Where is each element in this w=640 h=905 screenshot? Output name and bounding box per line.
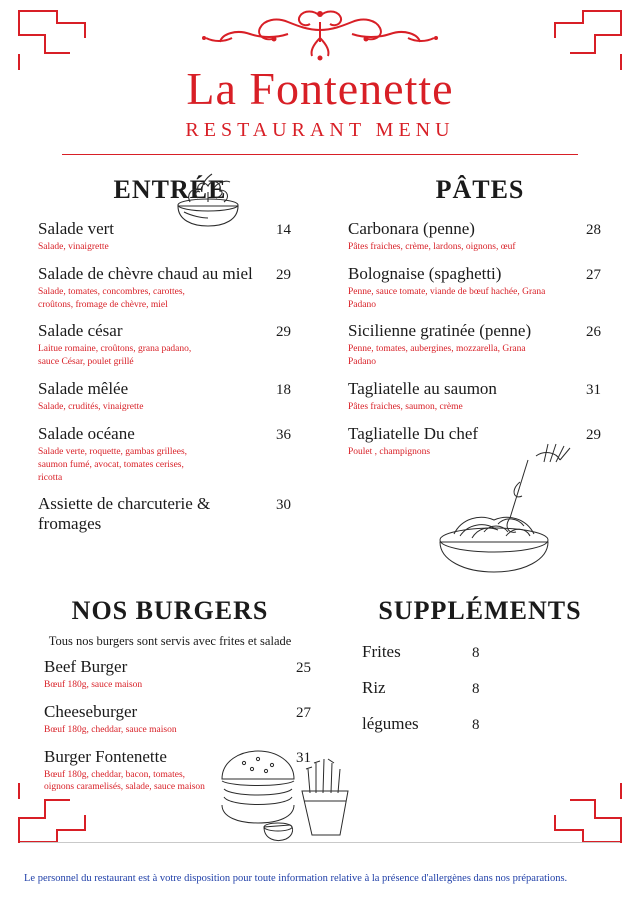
list-item bbox=[30, 424, 310, 484]
item-description: Salade verte, roquette, gambas grillees, saumon fumé, avocat, tomates cerises, ricotta bbox=[38, 446, 188, 483]
footer-divider bbox=[20, 842, 620, 843]
item-name: Salade césar bbox=[38, 321, 123, 341]
item-name: Carbonara (penne) bbox=[348, 219, 475, 238]
item-name: Beef Burger bbox=[44, 657, 128, 676]
item-name: Riz bbox=[362, 678, 386, 697]
item-description: Bœuf 180g, cheddar, sauce maison bbox=[44, 724, 177, 735]
list-item bbox=[30, 379, 310, 414]
list-item bbox=[36, 657, 330, 692]
item-description: Bœuf 180g, cheddar, bacon, tomates, oignons caramelisés, salade, sauce maison bbox=[44, 769, 205, 793]
item-name: Frites bbox=[362, 642, 401, 661]
item-name: Cheeseburger bbox=[44, 701, 138, 721]
item-name: Tagliatelle au saumon bbox=[348, 379, 497, 399]
entree-item-list bbox=[30, 219, 310, 533]
item-price: 29 bbox=[276, 324, 291, 341]
item-price: 31 bbox=[296, 749, 311, 766]
list-item bbox=[362, 714, 620, 734]
item-description: Bœuf 180g, sauce maison bbox=[44, 680, 143, 690]
allergen-notice: Le personnel du restaurant est à votre disposition pour toute information relative à la présence d'allergènes dans nos préparations. bbox=[24, 873, 568, 885]
item-name: Salade vert bbox=[38, 219, 114, 238]
item-name: Burger Fontenette bbox=[44, 746, 167, 766]
supplements-item-list bbox=[340, 642, 620, 734]
list-item bbox=[30, 264, 310, 312]
list-item bbox=[30, 494, 310, 533]
item-description: Salade, tomates, concombres, carottes, croûtons, fromage de chèvre, miel bbox=[38, 286, 185, 310]
list-item bbox=[30, 321, 310, 369]
item-name: Salade de chèvre chaud au miel bbox=[38, 263, 253, 283]
item-price: 26 bbox=[586, 324, 601, 341]
list-item bbox=[362, 642, 620, 662]
item-description: Penne, sauce tomate, viande de bœuf hachée, Grana Padano bbox=[348, 286, 546, 310]
header-divider bbox=[62, 154, 578, 155]
item-name: Bolognaise (spaghetti) bbox=[348, 263, 502, 283]
list-item bbox=[340, 321, 620, 369]
item-name: légumes bbox=[362, 714, 419, 733]
item-price: 8 bbox=[472, 681, 480, 697]
menu-subtitle: RESTAURANT MENU bbox=[185, 118, 455, 141]
item-description: Salade, vinaigrette bbox=[38, 242, 109, 252]
item-description: Salade, crudités, vinaigrette bbox=[38, 402, 144, 413]
item-price: 30 bbox=[276, 497, 291, 514]
item-description: Penne, tomates, aubergines, mozzarella, Grana Padano bbox=[348, 344, 526, 368]
section-pates bbox=[340, 175, 620, 469]
item-description: Poulet , champignons bbox=[348, 446, 431, 457]
section-supplements bbox=[340, 596, 620, 750]
item-name: Assiette de charcuterie & fromages bbox=[38, 494, 211, 533]
burger-fries-illustration bbox=[210, 735, 350, 850]
menu-header bbox=[0, 8, 640, 155]
item-name: Salade océane bbox=[38, 423, 135, 443]
item-price: 36 bbox=[276, 426, 291, 443]
item-price: 27 bbox=[586, 266, 601, 283]
page-title: La Fontenette bbox=[186, 63, 454, 114]
list-item bbox=[36, 702, 330, 737]
item-price: 27 bbox=[296, 704, 311, 721]
item-name: Salade mêlée bbox=[38, 379, 129, 399]
list-item bbox=[340, 264, 620, 312]
section-title-burgers: NOS BURGERS bbox=[71, 596, 269, 625]
item-price: 31 bbox=[586, 382, 601, 399]
item-description: Pâtes fraiches, saumon, crème bbox=[348, 402, 463, 413]
item-name: Sicilienne gratinée (penne) bbox=[348, 321, 532, 341]
list-item bbox=[362, 678, 620, 698]
ornamental-flourish-icon bbox=[0, 8, 640, 62]
item-name: Tagliatelle Du chef bbox=[348, 423, 479, 443]
item-price: 8 bbox=[472, 645, 480, 661]
pates-item-list bbox=[340, 219, 620, 459]
item-price: 8 bbox=[472, 717, 480, 733]
corner-ornament-bottom-right bbox=[536, 783, 622, 843]
section-title-entree: ENTRÉE bbox=[113, 175, 227, 204]
item-price: 28 bbox=[586, 222, 601, 238]
list-item bbox=[340, 219, 620, 254]
pasta-fork-illustration bbox=[410, 432, 580, 587]
section-title-pates: PÂTES bbox=[435, 175, 525, 204]
section-title-supplements: SUPPLÉMENTS bbox=[378, 596, 582, 625]
item-price: 14 bbox=[276, 222, 291, 238]
item-price: 25 bbox=[296, 660, 311, 676]
item-price: 29 bbox=[276, 266, 291, 283]
item-price: 29 bbox=[586, 426, 601, 443]
burgers-note: Tous nos burgers sont servis avec frites et salade bbox=[48, 634, 292, 648]
item-description: Laitue romaine, croûtons, grana padano, sauce César, poulet grillé bbox=[38, 344, 192, 368]
item-price: 18 bbox=[276, 382, 291, 399]
list-item bbox=[340, 379, 620, 414]
item-description: Pâtes fraiches, crème, lardons, oignons, œuf bbox=[348, 242, 516, 252]
salad-bowl-illustration bbox=[168, 168, 248, 235]
